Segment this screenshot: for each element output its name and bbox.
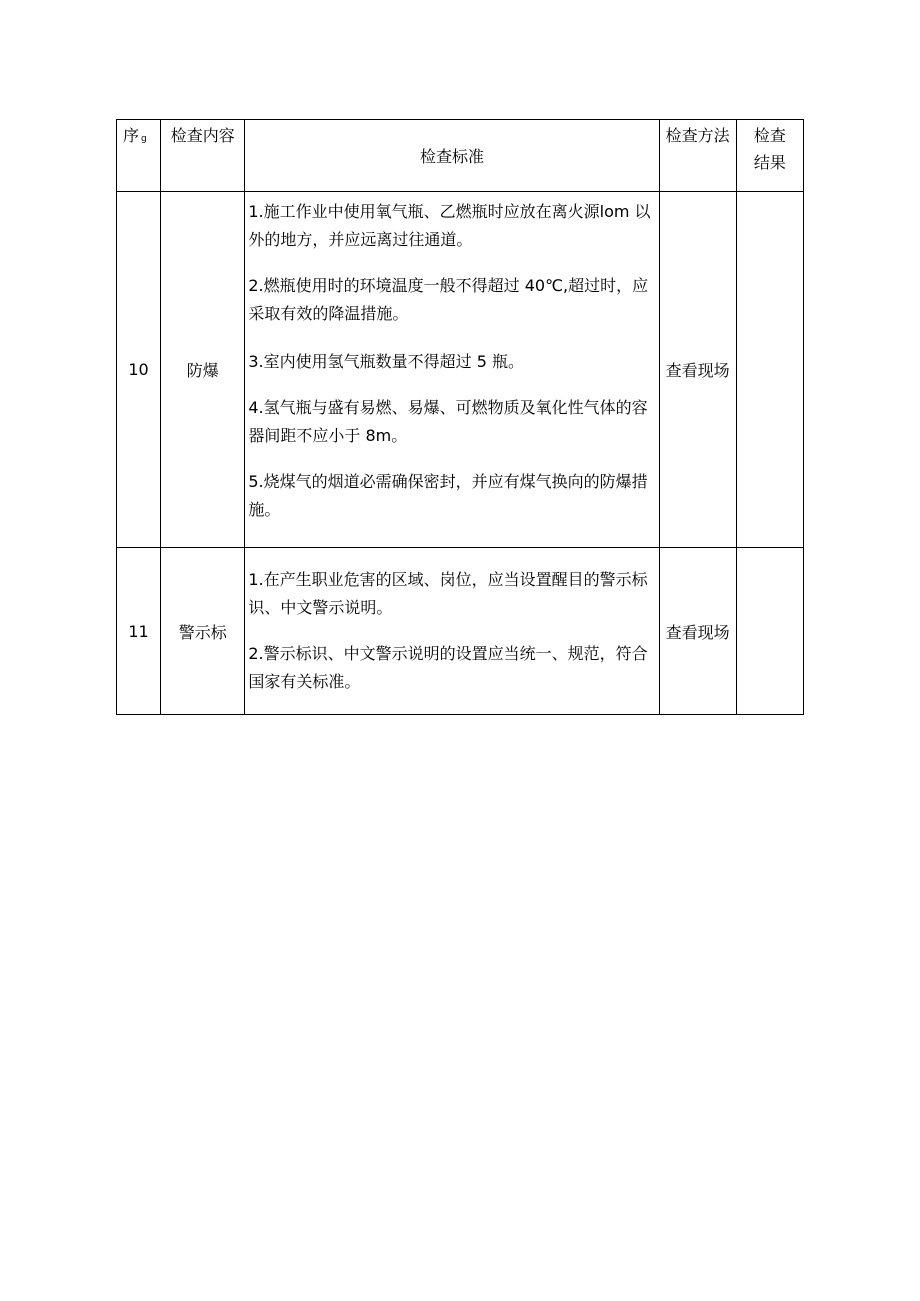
row-result xyxy=(736,192,803,548)
row-method: 查看现场 xyxy=(659,192,736,548)
row-seq: 10 xyxy=(117,192,161,548)
row-standards xyxy=(245,548,659,715)
row-result xyxy=(736,548,803,715)
standard-item: 1.在产生职业危害的区域、岗位，应当设置醒目的警示标识、中文警示说明。 xyxy=(248,570,648,617)
header-standard: 检查标准 xyxy=(245,120,659,192)
standard-item: 4.氢气瓶与盛有易燃、易爆、可燃物质及氧化性气体的容器间距不应小于 8m。 xyxy=(248,398,648,445)
table-row xyxy=(117,192,804,548)
table-row xyxy=(117,548,804,715)
standard-item: 5.烧煤气的烟道必需确保密封，并应有煤气换向的防爆措施。 xyxy=(248,472,648,519)
standard-item: 2.燃瓶使用时的环境温度一般不得超过 40℃,超过时，应采取有效的降温措施。 xyxy=(248,276,649,323)
row-method: 查看现场 xyxy=(659,548,736,715)
row-item: 防爆 xyxy=(161,192,245,548)
row-standards xyxy=(245,192,659,548)
row-item: 警示标 xyxy=(161,548,245,715)
header-result: 检查 结果 xyxy=(736,120,803,192)
standard-item: 2.警示标识、中文警示说明的设置应当统一、规范，符合国家有关标准。 xyxy=(248,644,648,691)
standard-item: 3.室内使用氢气瓶数量不得超过 5 瓶。 xyxy=(248,352,524,371)
inspection-table xyxy=(116,119,804,715)
standard-item: 1.施工作业中使用氧气瓶、乙燃瓶时应放在离火源lom 以外的地方，并应远离过往通道。 xyxy=(248,202,651,249)
header-method: 检查方法 xyxy=(659,120,736,192)
header-seq-sub: g xyxy=(141,134,147,144)
header-seq: 序 g xyxy=(117,120,161,192)
header-item: 检查内容 xyxy=(161,120,245,192)
row-seq: 11 xyxy=(117,548,161,715)
table-header-row xyxy=(117,120,804,192)
